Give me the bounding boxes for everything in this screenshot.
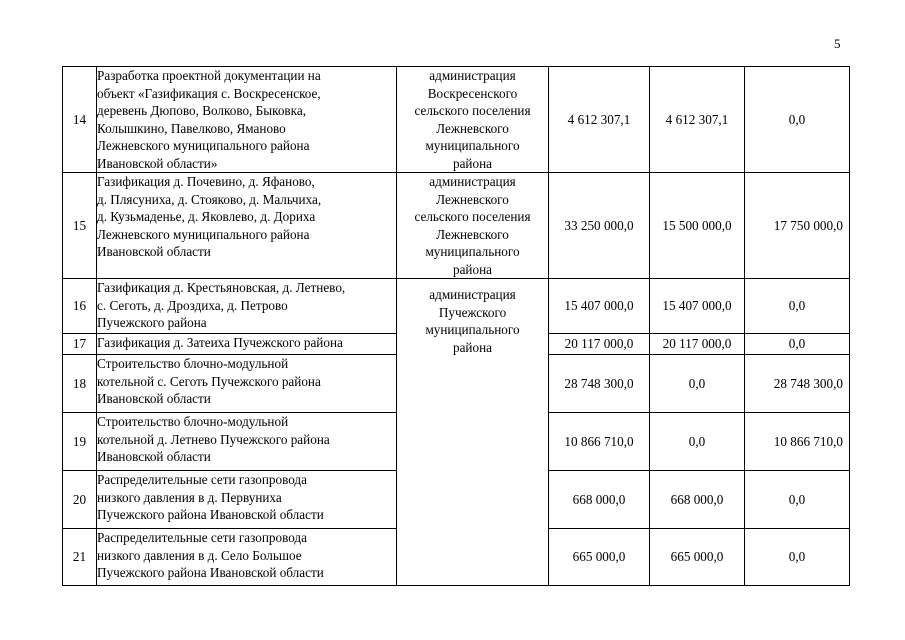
amount-1: 4 612 307,1 [650,67,745,173]
amount-2: 17 750 000,0 [745,173,850,279]
project-name: Разработка проектной документации на объект «Газификация с. Воскресенское, деревень Дюпово, Волково, Быковка, Колышкино, Павелково, Яманово Лежневского муниципального района Ивановской области» [97,68,321,171]
project-name: Распределительные сети газопровода низкого давления в д. Село Большое Пучежского района Ивановской области [97,530,324,580]
organization: администрация Лежневского сельского поселения Лежневского муниципального района [414,174,531,277]
amount-2: 28 748 300,0 [745,355,850,413]
amount-2: 10 866 710,0 [745,413,850,471]
amount-2: 0,0 [745,334,850,355]
amount-1: 668 000,0 [650,471,745,529]
total-amount: 665 000,0 [549,529,650,586]
organization: администрация Пучежского муниципального района [425,287,520,355]
total-amount: 4 612 307,1 [549,67,650,173]
total-amount: 33 250 000,0 [549,173,650,279]
amount-1: 20 117 000,0 [650,334,745,355]
project-name: Газификация д. Затеиха Пучежского района [97,335,343,350]
amount-2: 0,0 [745,279,850,334]
project-name: Распределительные сети газопровода низкого давления в д. Первуниха Пучежского района Ивановской области [97,472,324,522]
row-number: 14 [63,67,97,173]
table-row [63,67,850,173]
amount-2: 0,0 [745,471,850,529]
row-number: 21 [63,529,97,586]
projects-table [62,66,850,586]
table-row [63,173,850,279]
row-number: 15 [63,173,97,279]
amount-2: 0,0 [745,67,850,173]
table-row [63,279,850,334]
total-amount: 20 117 000,0 [549,334,650,355]
row-number: 16 [63,279,97,334]
organization: администрация Воскресенского сельского поселения Лежневского муниципального района [414,68,531,171]
row-number: 18 [63,355,97,413]
amount-1: 15 407 000,0 [650,279,745,334]
amount-2: 0,0 [745,529,850,586]
amount-1: 15 500 000,0 [650,173,745,279]
row-number: 20 [63,471,97,529]
project-name: Газификация д. Почевино, д. Яфаново, д. Плясуниха, д. Стояково, д. Мальчиха, д. Кузьмаденье, д. Яковлево, д. Дориха Лежневского муниципального района Ивановской области [97,174,322,259]
total-amount: 668 000,0 [549,471,650,529]
amount-1: 0,0 [650,355,745,413]
amount-1: 665 000,0 [650,529,745,586]
page-number: 5 [834,36,841,51]
project-name: Газификация д. Крестьяновская, д. Летнево, с. Сеготь, д. Дроздиха, д. Петрово Пучежского района [97,280,346,330]
project-name: Строительство блочно-модульной котельной с. Сеготь Пучежского района Ивановской области [97,356,321,406]
project-name: Строительство блочно-модульной котельной д. Летнево Пучежского района Ивановской области [97,414,330,464]
amount-1: 0,0 [650,413,745,471]
total-amount: 28 748 300,0 [549,355,650,413]
row-number: 19 [63,413,97,471]
row-number: 17 [63,334,97,355]
total-amount: 15 407 000,0 [549,279,650,334]
total-amount: 10 866 710,0 [549,413,650,471]
